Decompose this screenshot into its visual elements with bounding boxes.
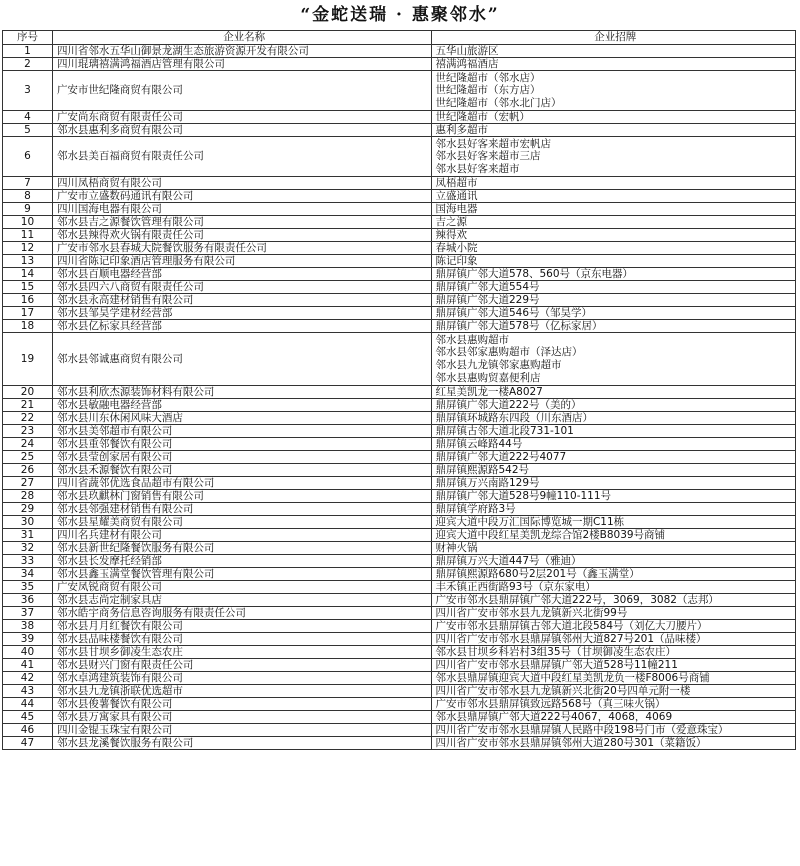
cell-seq: 25 (3, 451, 53, 463)
cell-company: 邻水县敏融电器经营部 (53, 399, 433, 411)
cell-brand (432, 124, 796, 136)
cell-seq: 18 (3, 320, 53, 332)
cell-seq: 43 (3, 685, 53, 697)
cell-brand (432, 698, 796, 710)
cell-company: 邻水县莹创家居有限公司 (53, 451, 433, 463)
cell-brand (432, 555, 796, 567)
cell-seq: 15 (3, 281, 53, 293)
table-row (2, 737, 796, 750)
cell-seq: 2 (3, 58, 53, 70)
table-row (2, 711, 796, 724)
brand-line: 鼎屏镇万兴大道447号（雅迪） (435, 554, 582, 567)
brand-line: 鼎屏镇广邻大道546号（邹昊学） (435, 307, 592, 319)
table-row (2, 620, 796, 633)
table-row (2, 451, 796, 464)
cell-brand (432, 412, 796, 424)
cell-brand (432, 607, 796, 619)
cell-seq: 12 (3, 242, 53, 254)
cell-company: 邻水县玖麒林门窗销售有限公司 (53, 490, 433, 502)
cell-brand (432, 281, 796, 293)
brand-line: 四川省广安市邻水县九龙镇新兴北街99号 (435, 606, 628, 619)
brand-line: 邻水县惠购贸嘉便利店 (435, 371, 541, 384)
cell-company: 邻水县月月红餐饮有限公司 (53, 620, 433, 632)
brand-line: 世纪隆超市（宏帆） (435, 111, 530, 123)
cell-seq: 35 (3, 581, 53, 593)
table-body (2, 45, 796, 750)
cell-company: 广安凤锐商贸有限公司 (53, 581, 433, 593)
cell-company: 邻水县龙溪餐饮服务有限公司 (53, 737, 433, 749)
cell-brand (432, 45, 796, 57)
cell-seq: 36 (3, 594, 53, 606)
table-row (2, 464, 796, 477)
cell-seq: 1 (3, 45, 53, 57)
brand-line: 邻水县九龙镇邻家惠购超市 (435, 359, 562, 372)
cell-seq: 14 (3, 268, 53, 280)
table-row (2, 659, 796, 672)
table-row (2, 137, 796, 177)
cell-company: 邻水县美邻超市有限公司 (53, 425, 433, 437)
brand-line: 邻水县鼎屏镇迎宾大道中段红星美凯龙负一楼F8006号商铺 (435, 671, 710, 684)
table-row (2, 529, 796, 542)
cell-seq: 21 (3, 399, 53, 411)
cell-company: 邻水县惠利多商贸有限公司 (53, 124, 433, 136)
cell-brand (432, 633, 796, 645)
cell-brand (432, 542, 796, 554)
brand-line: 广安市邻水县鼎屏镇古邻大道北段584号（刘亿大刀腰片） (435, 619, 708, 632)
table-row (2, 399, 796, 412)
table-row (2, 555, 796, 568)
cell-seq: 29 (3, 503, 53, 515)
cell-seq: 16 (3, 294, 53, 306)
cell-seq: 33 (3, 555, 53, 567)
cell-brand (432, 137, 796, 176)
cell-seq: 11 (3, 229, 53, 241)
header-brand: 企业招牌 (432, 31, 796, 44)
table-row (2, 242, 796, 255)
table-row (2, 58, 796, 71)
cell-company: 广安市立盛数码通讯有限公司 (53, 190, 433, 202)
cell-seq: 20 (3, 386, 53, 398)
cell-seq: 4 (3, 111, 53, 123)
table-row (2, 229, 796, 242)
cell-brand (432, 294, 796, 306)
cell-seq: 44 (3, 698, 53, 710)
cell-brand (432, 464, 796, 476)
cell-brand (432, 320, 796, 332)
header-seq: 序号 (3, 31, 53, 44)
table-row (2, 438, 796, 451)
brand-line: 鼎屏镇熙源路680号2层201号（鑫玉满堂） (435, 567, 640, 580)
cell-seq: 6 (3, 137, 53, 176)
table-row (2, 594, 796, 607)
cell-seq: 26 (3, 464, 53, 476)
cell-brand (432, 659, 796, 671)
brand-line: 凤梧超市 (435, 177, 478, 189)
brand-line: 春城小院 (435, 242, 478, 254)
cell-company: 邻水县鑫玉满堂餐饮管理有限公司 (53, 568, 433, 580)
cell-seq: 46 (3, 724, 53, 736)
brand-line: 五华山旅游区 (435, 45, 499, 57)
cell-seq: 38 (3, 620, 53, 632)
table-row (2, 177, 796, 190)
cell-company: 邻水县星耀美商贸有限公司 (53, 516, 433, 528)
brand-line: 惠利多超市 (435, 124, 488, 136)
brand-line: 红星美凯龙一楼A8027 (435, 385, 543, 398)
brand-line: 世纪隆超市（东方店） (435, 84, 541, 97)
table-row (2, 633, 796, 646)
brand-line: 鼎屏镇广邻大道578号（亿标家居） (435, 320, 603, 332)
cell-brand (432, 229, 796, 241)
cell-seq: 17 (3, 307, 53, 319)
table-row (2, 646, 796, 659)
cell-company: 邻水县四六八商贸有限责任公司 (53, 281, 433, 293)
brand-line: 邻水县惠购超市 (435, 333, 509, 346)
cell-company: 邻水县甘坝乡御凌生态农庄 (53, 646, 433, 658)
brand-line: 世纪隆超市（邻水北门店） (435, 96, 562, 109)
cell-brand (432, 594, 796, 606)
cell-seq: 24 (3, 438, 53, 450)
cell-brand (432, 477, 796, 489)
cell-company: 邻水县美百福商贸有限责任公司 (53, 137, 433, 176)
table-row (2, 71, 796, 111)
cell-company: 邻水县川东休闲风味大酒店 (53, 412, 433, 424)
cell-company: 邻水县新世纪隆餐饮服务有限公司 (53, 542, 433, 554)
table-row (2, 698, 796, 711)
cell-company: 邻水县邻强建材销售有限公司 (53, 503, 433, 515)
cell-seq: 13 (3, 255, 53, 267)
brand-line: 鼎屏镇广邻大道222号4077 (435, 450, 567, 463)
table-row (2, 542, 796, 555)
brand-line: 鼎屏镇广邻大道229号 (435, 294, 540, 306)
cell-company: 四川琨璃禧满鸿福酒店管理有限公司 (53, 58, 433, 70)
cell-seq: 45 (3, 711, 53, 723)
cell-brand (432, 451, 796, 463)
cell-brand (432, 568, 796, 580)
cell-company: 邻水县财兴门窗有限责任公司 (53, 659, 433, 671)
table-row (2, 607, 796, 620)
brand-line: 四川省广安市邻水县鼎屏镇邻州大道280号301（菜籍饭） (435, 736, 707, 749)
cell-brand (432, 724, 796, 736)
cell-company: 邻水县品味楼餐饮有限公司 (53, 633, 433, 645)
cell-brand (432, 490, 796, 502)
cell-brand (432, 58, 796, 70)
brand-line: 鼎屏镇云峰路44号 (435, 437, 523, 450)
brand-line: 广安市邻水县鼎屏镇广邻大道222号，3069，3082（志邦） (435, 593, 719, 606)
table-row (2, 672, 796, 685)
table-row (2, 268, 796, 281)
cell-company: 邻水县禾源餐饮有限公司 (53, 464, 433, 476)
cell-seq: 8 (3, 190, 53, 202)
brand-line: 邻水县甘坝乡科岩村3组35号（甘坝御凌生态农庄） (435, 645, 676, 658)
brand-line: 鼎屏镇万兴南路129号 (435, 476, 540, 489)
cell-company: 四川名兵建材有限公司 (53, 529, 433, 541)
cell-seq: 27 (3, 477, 53, 489)
brand-line: 鼎屏镇广邻大道528号9幢110-111号 (435, 489, 612, 502)
table-row (2, 307, 796, 320)
cell-company: 邻水县万寓家具有限公司 (53, 711, 433, 723)
brand-line: 邻水县鼎屏镇广邻大道222号4067，4068，4069 (435, 710, 673, 723)
brand-line: 鼎屏镇广邻大道578、560号（京东电器） (435, 268, 634, 280)
cell-brand (432, 438, 796, 450)
table-row (2, 203, 796, 216)
brand-line: 丰禾镇正西街路93号（京东家电） (435, 580, 596, 593)
cell-seq: 22 (3, 412, 53, 424)
cell-company: 四川国海电器有限公司 (53, 203, 433, 215)
cell-company: 邻水县俊薯餐饮有限公司 (53, 698, 433, 710)
cell-brand (432, 255, 796, 267)
table-row (2, 516, 796, 529)
cell-brand (432, 529, 796, 541)
brand-line: 邻水县邻家惠购超市（泽达店） (435, 346, 583, 359)
table-row (2, 255, 796, 268)
table-row (2, 685, 796, 698)
table-row (2, 724, 796, 737)
brand-line: 广安市邻水县鼎屏镇致远路568号（真三味火锅） (435, 697, 666, 710)
brand-line: 鼎屏镇古邻大道北段731-101 (435, 424, 574, 437)
cell-company: 邻水县邹昊学建材经营部 (53, 307, 433, 319)
cell-company: 邻水卓鸿建筑装饰有限公司 (53, 672, 433, 684)
cell-company: 四川金锟玉珠宝有限公司 (53, 724, 433, 736)
table-row (2, 490, 796, 503)
cell-seq: 34 (3, 568, 53, 580)
cell-seq: 47 (3, 737, 53, 749)
cell-seq: 3 (3, 71, 53, 110)
cell-brand (432, 503, 796, 515)
brand-line: 鼎屏镇环城路东四段（川东酒店） (435, 411, 593, 424)
cell-brand (432, 111, 796, 123)
cell-seq: 41 (3, 659, 53, 671)
brand-line: 国海电器 (435, 203, 478, 215)
cell-brand (432, 425, 796, 437)
cell-company: 邻水县亿标家具经营部 (53, 320, 433, 332)
table-row (2, 386, 796, 399)
brand-line: 迎宾大道中段万汇国际博览城一期C11栋 (435, 515, 625, 528)
cell-company: 邻水县长发摩托经销部 (53, 555, 433, 567)
cell-brand (432, 516, 796, 528)
table-row (2, 45, 796, 58)
table-row (2, 124, 796, 137)
brand-line: 财神火锅 (435, 541, 478, 554)
brand-line: 邻水县好客来超市三店 (435, 150, 541, 163)
cell-company: 邻水县志尚定制家具店 (53, 594, 433, 606)
cell-company: 广安市世纪隆商贸有限公司 (53, 71, 433, 110)
cell-company: 四川省蔬邻优选食品超市有限公司 (53, 477, 433, 489)
cell-company: 邻水县辣得欢火锅有限责任公司 (53, 229, 433, 241)
brand-line: 吉之源 (435, 216, 467, 228)
cell-company: 广安尚东商贸有限责任公司 (53, 111, 433, 123)
cell-brand (432, 203, 796, 215)
cell-seq: 31 (3, 529, 53, 541)
cell-brand (432, 307, 796, 319)
brand-line: 陈记印象 (435, 255, 478, 267)
brand-line: 鼎屏镇广邻大道554号 (435, 281, 540, 293)
table-row (2, 281, 796, 294)
cell-company: 邻水县永高建材销售有限公司 (53, 294, 433, 306)
table-row (2, 333, 796, 386)
cell-seq: 10 (3, 216, 53, 228)
brand-line: 四川省广安市邻水县鼎屏镇广邻大道528号11幢211 (435, 658, 678, 671)
table-row (2, 294, 796, 307)
table-row (2, 503, 796, 516)
cell-brand (432, 190, 796, 202)
brand-line: 世纪隆超市（邻水店） (435, 71, 541, 84)
cell-brand (432, 581, 796, 593)
cell-brand (432, 399, 796, 411)
cell-brand (432, 672, 796, 684)
brand-line: 四川省广安市邻水县鼎屏镇人民路中段198号门市（爱意珠宝） (435, 723, 729, 736)
cell-seq: 9 (3, 203, 53, 215)
cell-brand (432, 333, 796, 385)
brand-line: 禧满鸿福酒店 (435, 58, 499, 70)
brand-line: 立盛通讯 (435, 190, 478, 202)
cell-seq: 40 (3, 646, 53, 658)
cell-company: 邻水县吉之源餐饮管理有限公司 (53, 216, 433, 228)
cell-brand (432, 268, 796, 280)
cell-seq: 39 (3, 633, 53, 645)
brand-line: 鼎屏镇广邻大道222号（美的） (435, 398, 582, 411)
cell-brand (432, 216, 796, 228)
table-row (2, 111, 796, 124)
brand-line: 四川省广安市邻水县九龙镇新兴北街20号四单元附一楼 (435, 684, 691, 697)
cell-seq: 37 (3, 607, 53, 619)
cell-seq: 32 (3, 542, 53, 554)
cell-seq: 5 (3, 124, 53, 136)
cell-seq: 19 (3, 333, 53, 385)
cell-brand (432, 737, 796, 749)
page-title: “金蛇送瑞 · 惠聚邻水” (300, 5, 500, 25)
brand-line: 邻水县好客来超市宏帆店 (435, 137, 551, 150)
cell-brand (432, 71, 796, 110)
cell-seq: 42 (3, 672, 53, 684)
cell-brand (432, 646, 796, 658)
table-row (2, 216, 796, 229)
header-company: 企业名称 (53, 31, 433, 44)
cell-brand (432, 386, 796, 398)
cell-seq: 30 (3, 516, 53, 528)
cell-company: 广安市邻水县春城大院餐饮服务有限责任公司 (53, 242, 433, 254)
cell-company: 邻水县重邻餐饮有限公司 (53, 438, 433, 450)
table-row (2, 477, 796, 490)
cell-brand (432, 177, 796, 189)
table-row (2, 581, 796, 594)
cell-company: 邻水县九龙镇浙联优选超市 (53, 685, 433, 697)
cell-company: 四川凤梧商贸有限公司 (53, 177, 433, 189)
cell-brand (432, 685, 796, 697)
cell-brand (432, 242, 796, 254)
cell-seq: 23 (3, 425, 53, 437)
cell-company: 四川省邻水五华山御景龙湖生态旅游资源开发有限公司 (53, 45, 433, 57)
table-row (2, 425, 796, 438)
cell-company: 邻水县百顺电器经营部 (53, 268, 433, 280)
table-header-row (2, 30, 796, 45)
cell-company: 四川省陈记印象酒店管理服务有限公司 (53, 255, 433, 267)
brand-line: 鼎屏镇学府路3号 (435, 502, 516, 515)
brand-line: 迎宾大道中段红星美凯龙综合馆2楼B8039号商铺 (435, 528, 666, 541)
cell-company: 邻水县利欣杰源装饰材料有限公司 (53, 386, 433, 398)
cell-seq: 7 (3, 177, 53, 189)
brand-line: 四川省广安市邻水县鼎屏镇邻州大道827号201（品味楼） (435, 632, 707, 645)
cell-seq: 28 (3, 490, 53, 502)
table-row (2, 568, 796, 581)
cell-company: 邻水皓宇商务信息咨询服务有限责任公司 (53, 607, 433, 619)
cell-company: 邻水县邻诚惠商贸有限公司 (53, 333, 433, 385)
brand-line: 邻水县好客来超市 (435, 162, 520, 175)
table-row (2, 190, 796, 203)
cell-brand (432, 620, 796, 632)
cell-brand (432, 711, 796, 723)
brand-line: 辣得欢 (435, 229, 467, 241)
company-table (2, 30, 796, 750)
table-row (2, 320, 796, 333)
table-row (2, 412, 796, 425)
brand-line: 鼎屏镇熙源路542号 (435, 463, 529, 476)
